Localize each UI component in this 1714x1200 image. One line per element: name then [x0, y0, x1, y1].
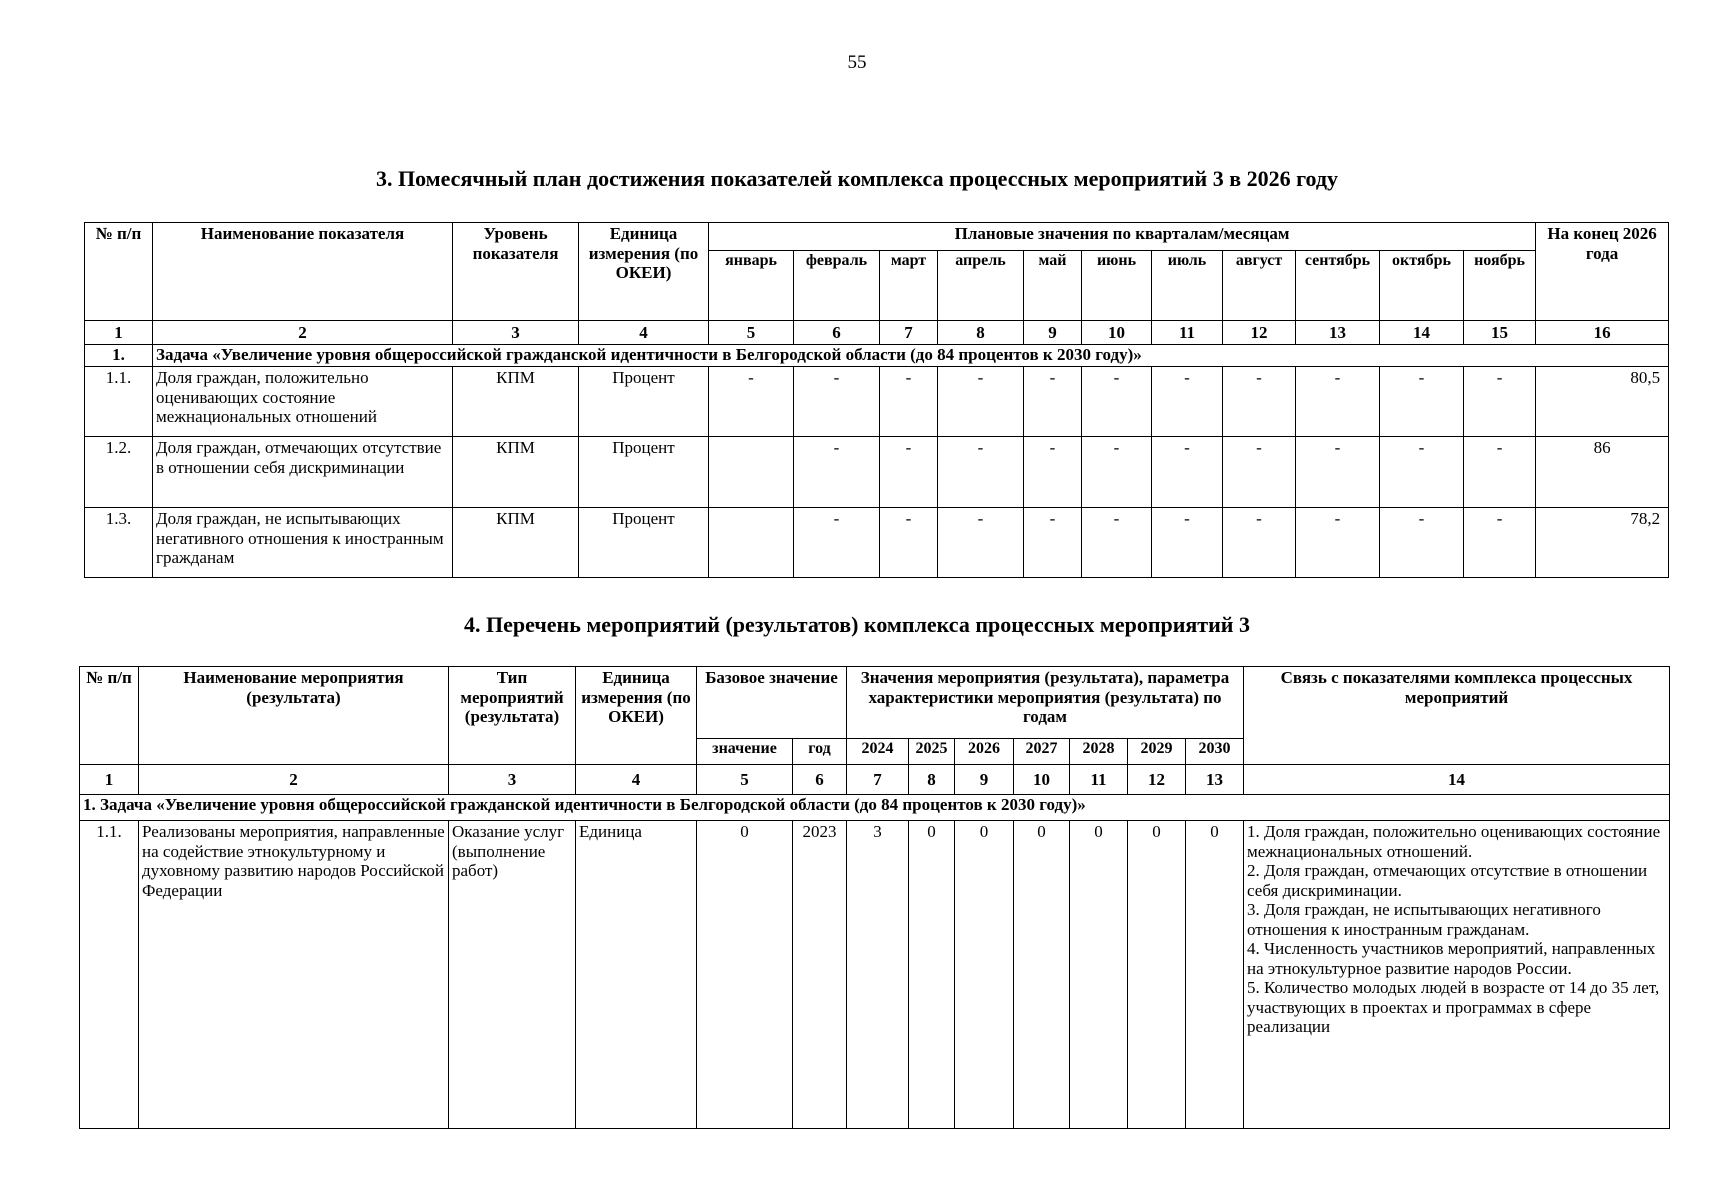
- end-of-year-value: 78,2: [1536, 508, 1669, 578]
- col-number: 12: [1223, 321, 1296, 345]
- header-end-of-year: На конец 2026 года: [1536, 223, 1669, 321]
- activities-table: [79, 666, 1670, 1129]
- col-number: 7: [847, 765, 909, 795]
- header-activity-type: Тип мероприятий (результата): [449, 667, 576, 765]
- indicator-unit: Процент: [579, 367, 709, 437]
- base-value: 0: [697, 821, 793, 1129]
- col-number: 8: [909, 765, 955, 795]
- month-value: -: [1024, 508, 1082, 578]
- indicator-links: [1244, 821, 1670, 1129]
- activity-type: Оказание услуг (выполнение работ): [449, 821, 576, 1129]
- header-month: октябрь: [1380, 251, 1464, 321]
- monthly-plan-table: [84, 222, 1669, 578]
- col-number: 8: [938, 321, 1024, 345]
- indicator-level: КПМ: [453, 508, 579, 578]
- col-number: 4: [579, 321, 709, 345]
- header-year: 2026: [955, 739, 1014, 765]
- header-num: № п/п: [80, 667, 139, 765]
- col-number: 9: [1024, 321, 1082, 345]
- header-unit: Единица измерения (по ОКЕИ): [579, 223, 709, 321]
- col-number: 4: [576, 765, 697, 795]
- year-value: 0: [909, 821, 955, 1129]
- month-value: -: [1024, 437, 1082, 508]
- indicator-unit: Процент: [579, 437, 709, 508]
- header-month: июнь: [1082, 251, 1152, 321]
- col-number: 14: [1380, 321, 1464, 345]
- month-value: -: [1380, 367, 1464, 437]
- header-year: 2029: [1128, 739, 1186, 765]
- header-plan-values: Плановые значения по кварталам/месяцам: [709, 223, 1536, 251]
- header-activity-name: Наименование мероприятия (результата): [139, 667, 449, 765]
- header-month: май: [1024, 251, 1082, 321]
- col-number: 11: [1070, 765, 1128, 795]
- row-num: 1.1.: [85, 367, 153, 437]
- indicator-link-item: 2. Доля граждан, отмечающих отсутствие в отношении себя дискриминации.: [1247, 861, 1648, 900]
- indicator-link-item: 3. Доля граждан, не испытывающих негативного отношения к иностранным гражданам.: [1247, 900, 1601, 939]
- indicator-unit: Процент: [579, 508, 709, 578]
- table-row: [85, 508, 1669, 578]
- col-number: 10: [1014, 765, 1070, 795]
- col-number: 1: [85, 321, 153, 345]
- month-value: -: [1082, 437, 1152, 508]
- end-of-year-value: 80,5: [1536, 367, 1669, 437]
- header-month: апрель: [938, 251, 1024, 321]
- indicator-level: КПМ: [453, 437, 579, 508]
- indicator-link-item: 1. Доля граждан, положительно оценивающих состояние межнациональных отношений.: [1247, 822, 1661, 861]
- header-unit: Единица измерения (по ОКЕИ): [576, 667, 697, 765]
- month-value: -: [1464, 437, 1536, 508]
- month-value: -: [1296, 437, 1380, 508]
- month-value: -: [1296, 508, 1380, 578]
- year-value: 0: [1186, 821, 1244, 1129]
- header-year: 2025: [909, 739, 955, 765]
- header-year: 2027: [1014, 739, 1070, 765]
- task-num: 1.: [85, 345, 153, 367]
- year-value: 0: [1128, 821, 1186, 1129]
- month-value: [709, 437, 794, 508]
- month-value: [709, 508, 794, 578]
- col-number: 5: [709, 321, 794, 345]
- header-month: август: [1223, 251, 1296, 321]
- month-value: -: [1296, 367, 1380, 437]
- header-base-value-value: значение: [697, 739, 793, 765]
- month-value: -: [1464, 508, 1536, 578]
- section-3-title: 3. Помесячный план достижения показателей комплекса процессных мероприятий 3 в 2026 году: [375, 166, 1339, 191]
- col-number: 2: [153, 321, 453, 345]
- header-year: 2030: [1186, 739, 1244, 765]
- month-value: -: [880, 508, 938, 578]
- indicator-level: КПМ: [453, 367, 579, 437]
- header-year: 2024: [847, 739, 909, 765]
- month-value: -: [1082, 508, 1152, 578]
- header-indicator-name: Наименование показателя: [153, 223, 453, 321]
- row-num: 1.2.: [85, 437, 153, 508]
- end-of-year-value: 86: [1536, 437, 1669, 508]
- indicator-name: Доля граждан, положительно оценивающих состояние межнациональных отношений: [153, 367, 453, 437]
- activity-unit: Единица: [576, 821, 697, 1129]
- month-value: -: [938, 437, 1024, 508]
- col-number: 3: [449, 765, 576, 795]
- month-value: -: [880, 367, 938, 437]
- month-value: -: [1152, 508, 1223, 578]
- col-number: 2: [139, 765, 449, 795]
- month-value: -: [794, 437, 880, 508]
- month-value: -: [938, 508, 1024, 578]
- header-base-value: Базовое значение: [697, 667, 847, 739]
- col-number: 14: [1244, 765, 1670, 795]
- month-value: -: [1024, 367, 1082, 437]
- header-level: Уровень показателя: [453, 223, 579, 321]
- year-value: 0: [1014, 821, 1070, 1129]
- table-row: [85, 437, 1669, 508]
- month-value: -: [1223, 508, 1296, 578]
- col-number: 13: [1186, 765, 1244, 795]
- col-number: 10: [1082, 321, 1152, 345]
- month-value: -: [938, 367, 1024, 437]
- header-month: сентябрь: [1296, 251, 1380, 321]
- col-number: 9: [955, 765, 1014, 795]
- col-number: 6: [794, 321, 880, 345]
- month-value: -: [1464, 367, 1536, 437]
- header-year: 2028: [1070, 739, 1128, 765]
- table-row: [80, 821, 1670, 1129]
- header-month: март: [880, 251, 938, 321]
- header-values-by-year: Значения мероприятия (результата), параметра характеристики мероприятия (результата) по годам: [847, 667, 1244, 739]
- col-number: 3: [453, 321, 579, 345]
- col-number: 5: [697, 765, 793, 795]
- col-number: 11: [1152, 321, 1223, 345]
- col-number: 15: [1464, 321, 1536, 345]
- row-num: 1.1.: [80, 821, 139, 1129]
- month-value: -: [794, 367, 880, 437]
- month-value: -: [1152, 437, 1223, 508]
- header-indicator-link: Связь с показателями комплекса процессных мероприятий: [1244, 667, 1670, 765]
- col-number: 12: [1128, 765, 1186, 795]
- activity-name: Реализованы мероприятия, направленные на содействие этнокультурному и духовному развитию народов Российской Федерации: [139, 821, 449, 1129]
- month-value: -: [880, 437, 938, 508]
- row-num: 1.3.: [85, 508, 153, 578]
- indicator-name: Доля граждан, отмечающих отсутствие в отношении себя дискриминации: [153, 437, 453, 508]
- month-value: -: [709, 367, 794, 437]
- col-number: 6: [793, 765, 847, 795]
- header-base-value-year: год: [793, 739, 847, 765]
- header-month: июль: [1152, 251, 1223, 321]
- header-month: февраль: [794, 251, 880, 321]
- indicator-link-item: 4. Численность участников мероприятий, направленных на этнокультурное развитие народов России.: [1247, 939, 1656, 978]
- indicator-name: Доля граждан, не испытывающих негативного отношения к иностранным гражданам: [153, 508, 453, 578]
- task-text: Задача «Увеличение уровня общероссийской гражданской идентичности в Белгородской области (до 84 процентов к 2030 году)»: [153, 345, 1669, 367]
- month-value: -: [1223, 367, 1296, 437]
- base-year: 2023: [793, 821, 847, 1129]
- month-value: -: [1223, 437, 1296, 508]
- section-4-title: 4. Перечень мероприятий (результатов) комплекса процессных мероприятий 3: [464, 612, 1250, 637]
- page-number: 55: [847, 52, 867, 73]
- header-month: ноябрь: [1464, 251, 1536, 321]
- header-month: январь: [709, 251, 794, 321]
- table-row: [85, 367, 1669, 437]
- header-num: № п/п: [85, 223, 153, 321]
- year-value: 3: [847, 821, 909, 1129]
- col-number: 16: [1536, 321, 1669, 345]
- year-value: 0: [955, 821, 1014, 1129]
- task-text: 1. Задача «Увеличение уровня общероссийской гражданской идентичности в Белгородской области (до 84 процентов к 2030 году)»: [80, 795, 1670, 821]
- month-value: -: [1380, 508, 1464, 578]
- col-number: 1: [80, 765, 139, 795]
- month-value: -: [794, 508, 880, 578]
- month-value: -: [1082, 367, 1152, 437]
- col-number: 7: [880, 321, 938, 345]
- indicator-link-item: 5. Количество молодых людей в возрасте от 14 до 35 лет, участвующих в проектах и программах в сфере реализации: [1247, 978, 1660, 1037]
- year-value: 0: [1070, 821, 1128, 1129]
- col-number: 13: [1296, 321, 1380, 345]
- month-value: -: [1380, 437, 1464, 508]
- month-value: -: [1152, 367, 1223, 437]
